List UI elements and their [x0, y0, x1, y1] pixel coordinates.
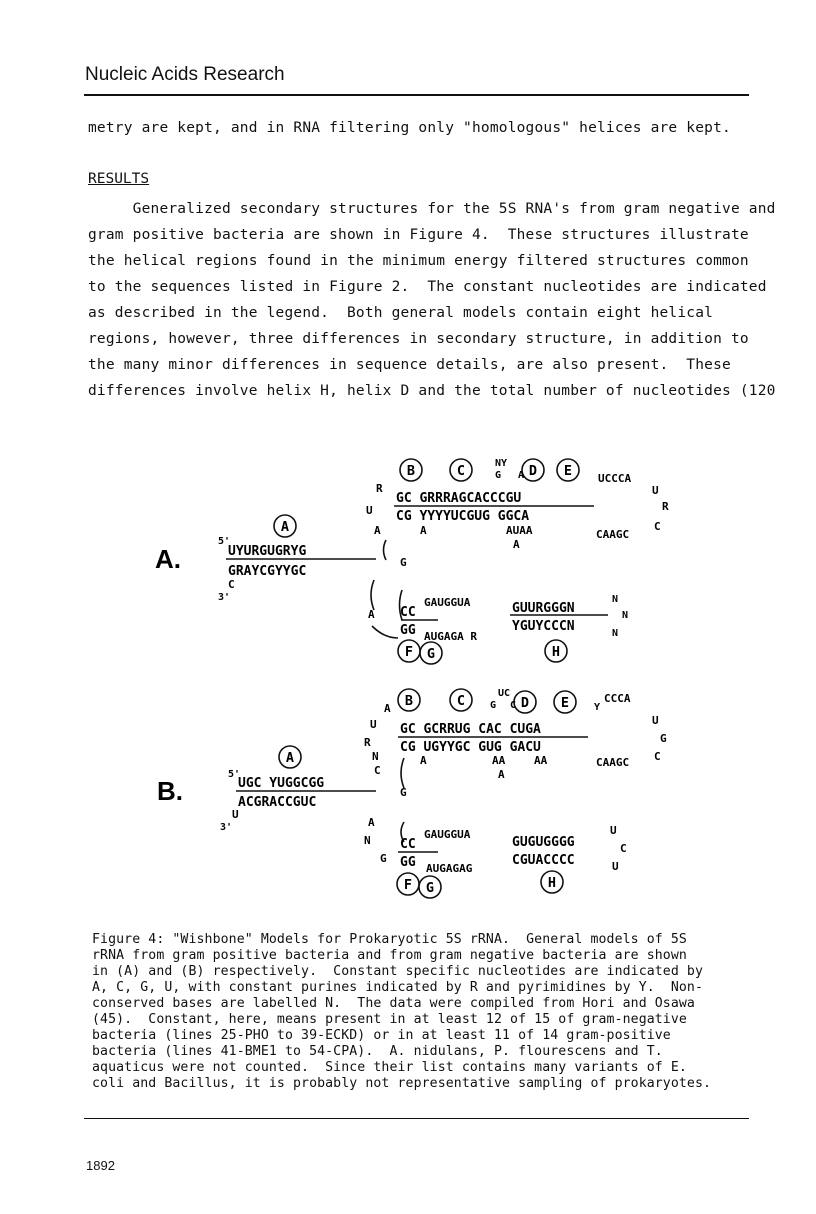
caption-line: in (A) and (B) respectively. Constant specific nucleotides are indicated by — [92, 964, 704, 979]
helix-f-label-a: F — [404, 644, 414, 660]
seq-a-bot: ACGRACCGUC — [238, 795, 317, 810]
seq-left-r: R — [376, 482, 383, 495]
helix-e-label-a: E — [563, 463, 573, 479]
paragraph-line: to the sequences listed in Figure 2. The constant nucleotides are indicated — [88, 279, 767, 295]
helix-g-label-b: G — [425, 880, 435, 896]
seq-h-bot: CGUACCCC — [512, 853, 575, 868]
caption-line: (45). Constant, here, means present in at least 12 of 15 of gram-negative — [92, 1012, 687, 1027]
seq-three: 3' — [218, 592, 231, 603]
seq-loop-c: C — [654, 520, 661, 533]
seq-loop-top: UCCCA — [598, 472, 632, 485]
header-rule — [84, 94, 749, 96]
seq-h-c: C — [620, 842, 627, 855]
seq-loop-y: Y — [594, 702, 601, 713]
seq-left-a2: A — [368, 608, 375, 621]
seq-left-u: U — [370, 718, 377, 731]
seq-h-top: GUGUGGGG — [512, 835, 575, 850]
seq-left-r: R — [364, 736, 371, 749]
seq-left-a: A — [384, 702, 391, 715]
seq-g: G — [495, 470, 502, 481]
helix-a-label-b: A — [285, 750, 295, 766]
helix-g-label-a: G — [426, 646, 436, 662]
seq-loop-r: U — [652, 484, 659, 497]
seq-left-a2: A — [368, 816, 375, 829]
seq-loop-g: G — [660, 732, 667, 745]
helix-b-label-b: B — [404, 693, 414, 709]
seq-a-bot: GRAYCGYYGC — [228, 564, 307, 579]
panel-a-label: A. — [155, 544, 181, 574]
journal-title: Nucleic Acids Research — [85, 64, 285, 85]
helix-h-label-a: H — [551, 644, 561, 660]
seq-b-top: GC GRRRAGCACCCGU — [396, 491, 522, 506]
seq-c: C — [228, 578, 235, 591]
seq-loop-bot: CAAGC — [596, 528, 630, 541]
seq-f-loop-top: GAUGGUA — [424, 596, 471, 609]
paragraph-line: Generalized secondary structures for the 5S RNA's from gram negative and — [88, 201, 776, 217]
paragraph-line: the helical regions found in the minimum energy filtered structures common — [88, 253, 749, 269]
seq-a-top: UYURGUGRYG — [228, 544, 307, 559]
seq-loop-u: U — [652, 714, 659, 727]
seq-h-n3: N — [612, 628, 619, 639]
seq-three: 3' — [220, 822, 233, 833]
seq-uc: UC — [498, 688, 511, 699]
seq-bulge-auaa: AUAA — [506, 524, 533, 537]
seq-f-bot: GG — [400, 623, 416, 638]
intro-line: metry are kept, and in RNA filtering only "homologous" helices are kept. — [88, 120, 731, 136]
seq-a1: A — [518, 470, 525, 481]
page-number: 1892 — [86, 1158, 115, 1173]
seq-loop-bot: CAAGC — [596, 756, 630, 769]
section-heading: RESULTS — [88, 171, 150, 187]
seq-c: C — [510, 700, 517, 711]
helix-c-label-b: C — [456, 693, 466, 709]
seq-left-a: A — [374, 524, 381, 537]
helix-a-label-a: A — [280, 519, 290, 535]
caption-line: Figure 4: "Wishbone" Models for Prokaryotic 5S rRNA. General models of 5S — [92, 932, 687, 947]
helix-b-label-a: B — [406, 463, 416, 479]
caption-line: A, C, G, U, with constant purines indicated by R and pyrimidines by Y. Non- — [92, 980, 704, 995]
seq-h-n: N — [612, 594, 619, 605]
seq-h-bot: YGUYCCCN — [512, 619, 575, 634]
seq-bulge-a: A — [420, 524, 427, 537]
seq-left-g: G — [400, 556, 407, 569]
seq-five: 5' — [228, 769, 241, 780]
paragraph-line: as described in the legend. Both general models contain eight helical — [88, 305, 714, 321]
seq-left-g: G — [400, 786, 407, 799]
paragraph-line: the many minor differences in sequence details, are also present. These — [88, 357, 731, 373]
caption-line: coli and Bacillus, it is probably not representative sampling of prokaryotes. — [92, 1076, 712, 1091]
seq-h-u: U — [610, 824, 617, 837]
seq-five: 5' — [218, 536, 231, 547]
footer-rule — [84, 1118, 749, 1119]
seq-left-n2: N — [364, 834, 371, 847]
seq-loop-r2: R — [662, 500, 669, 513]
wishbone-figure — [0, 440, 816, 910]
seq-bulge-a2: A — [513, 538, 520, 551]
seq-g: G — [490, 700, 497, 711]
seq-h-top: GUURGGGN — [512, 601, 575, 616]
seq-bulge-a2: A — [498, 768, 505, 781]
seq-left-u: U — [366, 504, 373, 517]
seq-u: U — [232, 808, 239, 821]
seq-a-top: UGC YUGGCGG — [238, 776, 325, 791]
seq-f-top: CC — [400, 605, 416, 620]
paragraph-line: differences involve helix H, helix D and the total number of nucleotides (120 — [88, 383, 776, 399]
seq-bulge-aa: AA — [492, 754, 506, 767]
panel-b-label: B. — [157, 776, 183, 806]
seq-f-top: CC — [400, 837, 416, 852]
seq-left-c: C — [374, 764, 381, 777]
seq-f-loop-bot: AUGAGA R — [424, 630, 477, 643]
seq-b-bot: CG YYYYUCGUG GGCA — [396, 509, 530, 524]
seq-loop-c: C — [654, 750, 661, 763]
seq-left-g2: G — [380, 852, 387, 865]
caption-line: bacteria (lines 41-BME1 to 54-CPA). A. nidulans, P. flourescens and T. — [92, 1044, 663, 1059]
seq-f-loop-top: GAUGGUA — [424, 828, 471, 841]
seq-loop-top: CCCA — [604, 692, 631, 705]
seq-h-n2: N — [622, 610, 629, 621]
seq-f-bot: GG — [400, 855, 416, 870]
caption-line: conserved bases are labelled N. The data were compiled from Hori and Osawa — [92, 996, 695, 1011]
caption-line: bacteria (lines 25-PHO to 39-ECKD) or in at least 11 of 14 gram-positive — [92, 1028, 671, 1043]
helix-c-label-a: C — [456, 463, 466, 479]
seq-b-top: GC GCRRUG CAC CUGA — [400, 722, 541, 737]
helix-f-label-b: F — [403, 877, 413, 893]
seq-nyg: NY — [495, 458, 508, 469]
seq-bulge-a: A — [420, 754, 427, 767]
paragraph-line: regions, however, three differences in secondary structure, in addition to — [88, 331, 749, 347]
seq-left-n: N — [372, 750, 379, 763]
seq-bulge-aa2: AA — [534, 754, 548, 767]
seq-b-bot: CG UGYYGC GUG GACU — [400, 740, 541, 755]
helix-d-label-a: D — [528, 463, 538, 479]
helix-d-label-b: D — [520, 695, 530, 711]
paragraph-line: gram positive bacteria are shown in Figure 4. These structures illustrate — [88, 227, 749, 243]
seq-h-u2: U — [612, 860, 619, 873]
seq-f-loop-bot: AUGAGAG — [426, 862, 473, 875]
caption-line: rRNA from gram positive bacteria and from gram negative bacteria are shown — [92, 948, 687, 963]
caption-line: aquaticus were not counted. Since their list contains many variants of E. — [92, 1060, 687, 1075]
helix-e-label-b: E — [560, 695, 570, 711]
helix-h-label-b: H — [547, 875, 557, 891]
